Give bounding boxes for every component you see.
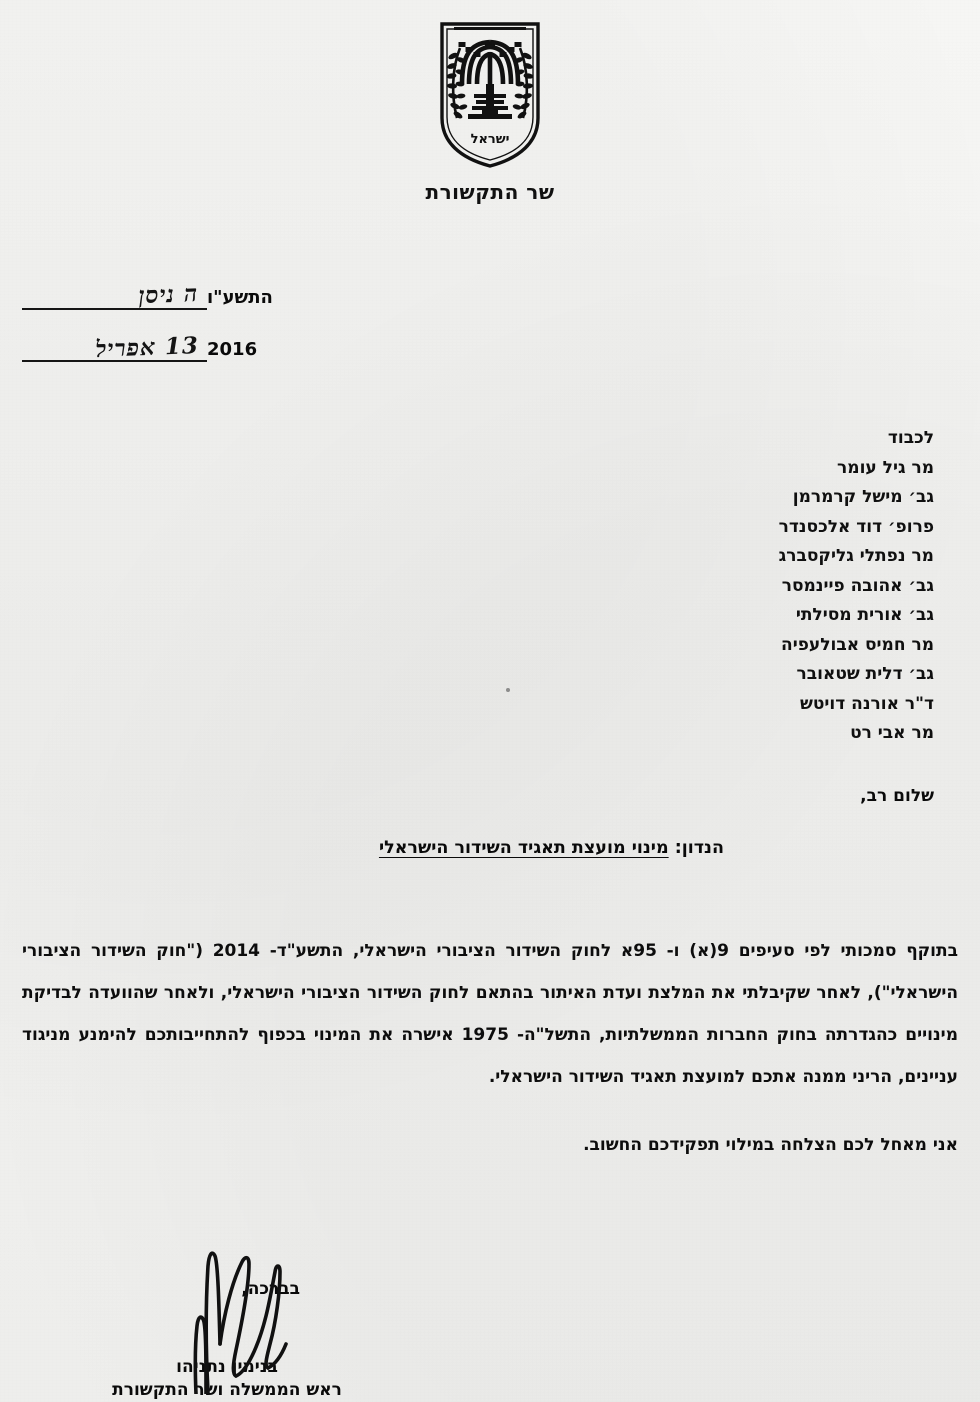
emblem-inscription: ישראל xyxy=(470,132,510,147)
hebrew-date-row xyxy=(22,258,352,310)
recipients-header: לכבוד xyxy=(887,428,934,448)
gregorian-date-handwritten: 13 אפריל xyxy=(94,332,199,363)
body-paragraph-2: אני מאחל לכם הצלחה במילוי תפקידכם החשוב. xyxy=(583,1135,958,1155)
paper-speck xyxy=(506,688,510,692)
recipients-block xyxy=(779,424,934,749)
recipient-item: גב׳ מישל קרמרמן xyxy=(792,487,934,507)
gregorian-date-rule xyxy=(22,334,207,362)
recipient-item: מר חמיס אבולעפיה xyxy=(781,634,934,655)
recipient-item: גב׳ אהובה פיינמסר xyxy=(781,575,934,596)
signature-role: ראש הממשלה ושר התקשורת xyxy=(112,1380,342,1400)
greeting-line: שלום רב, xyxy=(860,786,934,806)
subject-label: הנדון: xyxy=(674,838,724,858)
signature-regards: בברכה, xyxy=(241,1279,300,1299)
subject-value: מינוי מועצת תאגיד השידור הישראלי xyxy=(378,838,669,858)
hebrew-date-handwritten: ה ניסן xyxy=(138,280,199,310)
subject-line xyxy=(379,838,724,858)
body-paragraph-1: בתוקף סמכותי לפי סעיפים 9(א) ו- 95א לחוק השידור הציבורי הישראלי, התשע"ד- 2014 ("חוק השידור הציבורי הישראלי"), לאחר שקיבלתי את המלצת ועדת האיתור בהתאם לחוק השידור הציבורי הישראלי, ולאחר שהוועדה לבדיקת מינויים כהגדרתה בחוק החברות הממשלתיות, התשל"ה- 1975 אישרה את המינוי בכפוף להתחייבותכם להימנע מניגוד עניינים, הריני ממנה אתכם למועצת תאגיד השידור הישראלי. xyxy=(22,941,958,1087)
recipient-item: גב׳ אורית מסילתי xyxy=(795,605,934,625)
body-text xyxy=(22,930,958,1166)
hebrew-year: התשע"ו xyxy=(207,287,273,308)
date-block xyxy=(22,258,352,362)
recipient-item: מר אבי רט xyxy=(850,723,934,743)
recipient-item: מר נפתלי גליקסברג xyxy=(778,546,934,566)
ministry-title: שר התקשורת xyxy=(425,180,555,204)
recipient-item: מר גיל עומר xyxy=(837,457,934,478)
recipient-item: ד"ר אורנה דויטש xyxy=(799,693,934,714)
signature-name: בנימין נתניהו xyxy=(176,1357,278,1377)
hebrew-date-rule xyxy=(22,282,207,310)
gregorian-year: 2016 xyxy=(207,339,258,360)
recipient-item: פרופ׳ דוד אלכסנדר xyxy=(778,516,934,537)
letterhead xyxy=(0,18,980,204)
gregorian-date-row xyxy=(22,310,352,362)
signature-block xyxy=(0,1279,420,1400)
recipient-item: גב׳ דלית שטאובר xyxy=(796,664,934,684)
israel-state-emblem-icon xyxy=(424,18,556,170)
